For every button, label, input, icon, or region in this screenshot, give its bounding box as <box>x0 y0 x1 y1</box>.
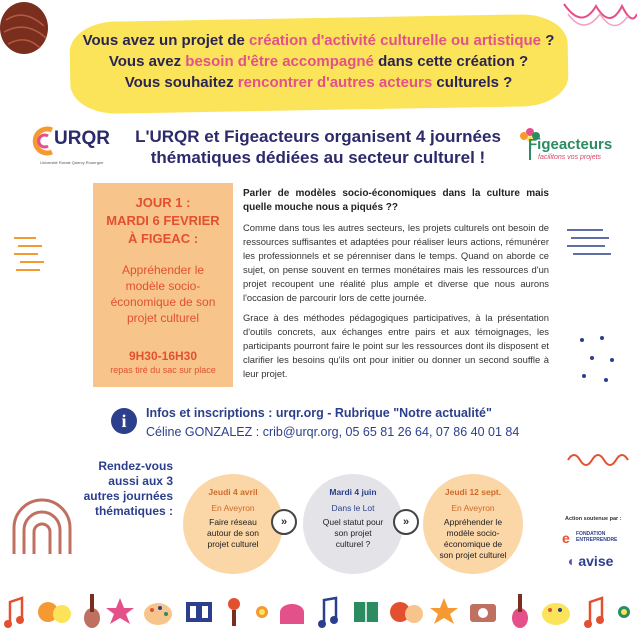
flower-icon <box>618 606 630 618</box>
header-question-2: Vous avez besoin d'être accompagné dans cette création ? <box>108 53 529 70</box>
chevron-right-icon: » <box>271 509 297 535</box>
page-title <box>128 126 508 168</box>
event-date: Jeudi 12 sept. <box>444 487 502 497</box>
info-icon: i <box>111 408 137 434</box>
star-icon <box>106 598 134 624</box>
event-location: En Aveyron <box>211 503 255 513</box>
rendezvous-line-1: Rendez-vous <box>98 459 173 473</box>
film-icon <box>186 602 212 622</box>
day-box <box>93 183 233 387</box>
avise-logo <box>566 553 613 569</box>
title-line-1: L'URQR et Figeacteurs organisent 4 journées <box>135 127 501 146</box>
music-note-icon <box>584 598 604 628</box>
day-topic-line-4: projet culturel <box>126 311 200 325</box>
event-circle-1 <box>183 474 283 574</box>
flower-icon <box>256 606 268 618</box>
day-label: JOUR 1 : <box>135 195 191 210</box>
music-note-icon <box>4 598 24 628</box>
decorative-culture-strip <box>0 588 637 630</box>
star-icon <box>430 598 458 624</box>
support-label: Action soutenue par : <box>565 516 622 522</box>
figeacteurs-logo-subtitle: facilitons vos projets <box>538 154 602 161</box>
urqr-logo-mark-icon <box>32 126 56 156</box>
info-contact[interactable]: Céline GONZALEZ : crib@urqr.org, 05 65 81 26 64, 07 86 40 01 84 <box>146 425 520 439</box>
fondation-e-icon: e <box>562 530 570 546</box>
avise-logo-text: avise <box>578 553 614 569</box>
rendezvous-text <box>73 459 173 519</box>
description-text <box>243 187 549 387</box>
microphone-icon <box>228 598 240 626</box>
description-paragraph-1: Comme dans tous les autres secteurs, les projets culturels ont besoin de ressources suffisantes et adaptées pour réaliser leurs actions, rémunérer les professionnels et se pérenniser dans le temps. Quand on aborde ce sujet, on pense souvent en termes monétaires mais les ressources d'un projet recoupent une réalité plus ample et diverse que nous aurons l'occasion de parcourir lors de cette journée. <box>243 222 549 303</box>
day-topic-line-3: économique de son <box>110 295 216 309</box>
event-topic: Faire réseau autour de son projet culturel <box>207 517 259 549</box>
drum-icon <box>280 604 304 624</box>
day-time: 9H30-16H30 <box>128 349 198 363</box>
urqr-logo <box>32 124 110 172</box>
camera-icon <box>470 604 496 622</box>
day-place: À FIGEAC : <box>127 231 199 246</box>
day-date: MARDI 6 FEVRIER <box>106 213 220 228</box>
theater-masks-icon <box>38 602 71 623</box>
description-lead: Parler de modèles socio-économiques dans la culture mais quelle mouche nous a piqués ?? <box>243 188 549 213</box>
fondation-entreprendre-logo <box>558 528 628 550</box>
day-lunch-note: repas tiré du sac sur place <box>110 365 216 375</box>
header-question-1: Vous avez un projet de création d'activité culturelle ou artistique ? <box>82 32 555 49</box>
music-note-icon <box>318 598 338 628</box>
event-topic: Appréhender le modèle socio- économique de son projet culturel <box>439 517 507 560</box>
description-paragraph-2: Grace à des méthodes pédagogiques participatives, à la présentation d'outils concrets, aux échanges entre pairs et aux témoignages, les participants pourront faire le point sur les ressources dont ils disposent et clarifier les besoins qu'ils ont pour initier ou donner un second souffle à leur projet. <box>243 312 549 379</box>
info-registration[interactable]: Infos et inscriptions : urqr.org - Rubrique "Notre actualité" <box>146 406 492 420</box>
event-location: En Aveyron <box>451 503 495 513</box>
rendezvous-line-4: thématiques : <box>94 504 173 518</box>
fondation-logo-text: FONDATION ENTREPRENDRE <box>576 531 618 543</box>
theater-masks-icon <box>390 602 423 623</box>
event-date: Mardi 4 juin <box>329 487 377 497</box>
event-circle-2 <box>303 474 403 574</box>
palette-icon <box>542 603 570 625</box>
palette-icon <box>144 603 172 625</box>
guitar-icon <box>512 594 528 628</box>
guitar-icon <box>84 594 100 628</box>
rendezvous-line-3: autres journées <box>83 489 173 503</box>
rendezvous-line-2: aussi aux 3 <box>108 474 173 488</box>
title-line-2: thématiques dédiées au secteur culturel ! <box>150 148 486 167</box>
figeacteurs-logo <box>518 122 618 168</box>
decorative-dashes-left <box>10 232 50 282</box>
urqr-logo-subtitle: Université Rurale Quercy Rouergue <box>40 160 104 165</box>
day-topic-line-1: Appréhender le <box>121 263 205 277</box>
event-topic: Quel statut pour son projet culturel ? <box>322 517 384 549</box>
day-topic-line-2: modèle socio- <box>125 279 201 293</box>
decorative-dashes-right <box>563 224 618 264</box>
book-icon <box>354 602 378 622</box>
header-question-3: Vous souhaitez rencontrer d'autres acteurs culturels ? <box>124 74 513 91</box>
event-date: Jeudi 4 avril <box>208 487 258 497</box>
chevron-right-icon: » <box>393 509 419 535</box>
decorative-dots-right <box>572 330 622 390</box>
event-circle-3 <box>423 474 523 574</box>
event-location: Dans le Lot <box>331 503 375 513</box>
decorative-arches-left <box>6 484 78 556</box>
avise-mark-icon: ◖ <box>566 553 575 569</box>
decorative-wave-right <box>566 450 632 470</box>
urqr-logo-text: URQR <box>54 128 110 149</box>
figeacteurs-logo-text: Figeacteurs <box>528 136 613 153</box>
